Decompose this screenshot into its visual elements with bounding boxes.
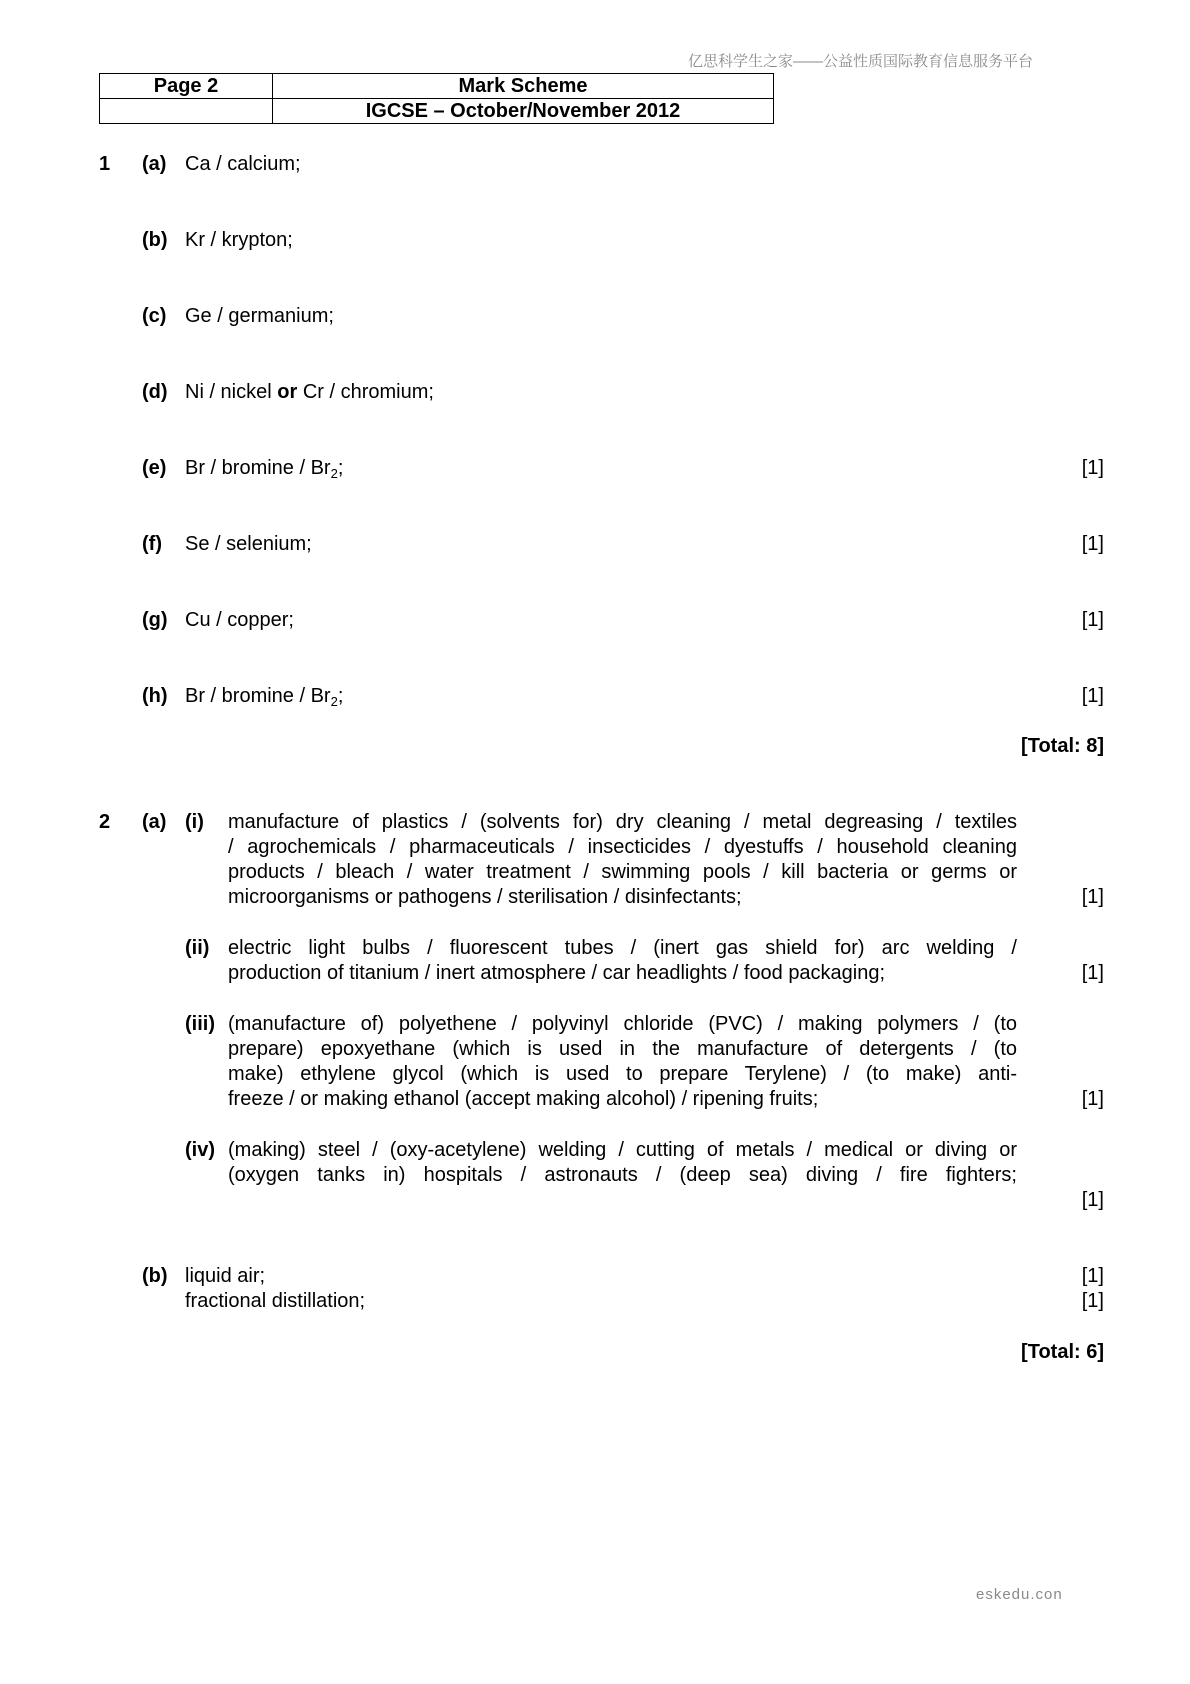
q1-total: [Total: 8] bbox=[1021, 735, 1104, 757]
q1-c-label: (c) bbox=[142, 305, 167, 327]
q2-a-iv-mark: [1] bbox=[1081, 1189, 1104, 1211]
watermark-top: 亿思科学生之家——公益性质国际教育信息服务平台 bbox=[688, 53, 1034, 70]
q1-g-mark: [1] bbox=[1081, 609, 1104, 631]
q1-g-answer: Cu / copper; bbox=[185, 609, 294, 631]
q2-a-i-mark: [1] bbox=[1081, 886, 1104, 908]
q1-b-answer: Kr / krypton; bbox=[185, 229, 293, 251]
q2-a-ii-mark: [1] bbox=[1081, 962, 1104, 984]
q1-h-answer: Br / bromine / $Br_2$; bbox=[185, 685, 344, 709]
q1-d-answer: Ni / nickel or Cr / chromium; bbox=[185, 381, 434, 403]
q2-b-label: (b) bbox=[142, 1265, 168, 1287]
q1-g-label: (g) bbox=[142, 609, 168, 631]
q2-b-answer-line-2: fractional distillation; bbox=[185, 1290, 366, 1312]
q1-f-label: (f) bbox=[142, 533, 162, 555]
page-number: Page 2 bbox=[100, 74, 273, 99]
q2-a-iii-mark: [1] bbox=[1081, 1088, 1104, 1110]
q2-b-answer-line-1: liquid air; bbox=[185, 1265, 266, 1287]
syllabus-title: IGCSE – October/November 2012 bbox=[273, 99, 774, 124]
q2-a-ii-answer: electric light bulbs / fluorescent tubes / (inert gas shield for) arc welding / production of titanium / inert atmosphere / car headlights / food packaging; bbox=[228, 937, 1017, 984]
q2-a-i-label: (i) bbox=[185, 811, 204, 833]
q2-a-iii-answer: (manufacture of) polyethene / polyvinyl chloride (PVC) / making polymers / (to prepare) epoxyethane (which is used in the manufacture of detergents / (to make) ethylene glycol (which is used to prepare Terylene) / (to make) anti- freeze / or making ethanol (accept making alcohol) / ripening fruits; bbox=[228, 1013, 1017, 1110]
q2-a-iii-label: (iii) bbox=[185, 1013, 215, 1035]
q2-a-i-answer: manufacture of plastics / (solvents for) dry cleaning / metal degreasing / textiles / agrochemicals / pharmaceuticals / insecticides / dyestuffs / household cleaning products / bleach / water treatment / swimming pools / kill bacteria or germs or microorganisms or pathogens / sterilisation / disinfectants; bbox=[228, 811, 1017, 908]
q1-c-answer: Ge / germanium; bbox=[185, 305, 334, 327]
q2-a-ii-label: (ii) bbox=[185, 937, 210, 959]
q1-e-answer: Br / bromine / $Br_2$; bbox=[185, 457, 344, 481]
question-2-number: 2 bbox=[99, 811, 111, 833]
q1-b-label: (b) bbox=[142, 229, 168, 251]
header-table bbox=[99, 73, 774, 124]
watermark-bottom: eskedu.con bbox=[976, 1586, 1063, 1603]
q1-h-label: (h) bbox=[142, 685, 168, 707]
question-1-number: 1 bbox=[99, 153, 111, 175]
q2-a-iv-answer: (making) steel / (oxy-acetylene) welding / cutting of metals / medical or diving or (oxygen tanks in) hospitals / astronauts / (deep sea) diving / fire fighters; bbox=[228, 1139, 1017, 1186]
page-title: Mark Scheme bbox=[273, 74, 774, 99]
q2-a-iv-label: (iv) bbox=[185, 1139, 215, 1161]
q2-a-label: (a) bbox=[142, 811, 167, 833]
q2-b-mark-2: [1] bbox=[1081, 1290, 1104, 1312]
q1-f-mark: [1] bbox=[1081, 533, 1104, 555]
q1-e-label: (e) bbox=[142, 457, 167, 479]
q1-d-label: (d) bbox=[142, 381, 168, 403]
q1-f-answer: Se / selenium; bbox=[185, 533, 312, 555]
q1-a-label: (a) bbox=[142, 153, 167, 175]
q1-a-answer: Ca / calcium; bbox=[185, 153, 301, 175]
q1-h-mark: [1] bbox=[1081, 685, 1104, 707]
q2-total: [Total: 6] bbox=[1021, 1341, 1104, 1363]
header-empty-cell bbox=[100, 99, 273, 124]
q2-b-mark-1: [1] bbox=[1081, 1265, 1104, 1287]
q1-e-mark: [1] bbox=[1081, 457, 1104, 479]
